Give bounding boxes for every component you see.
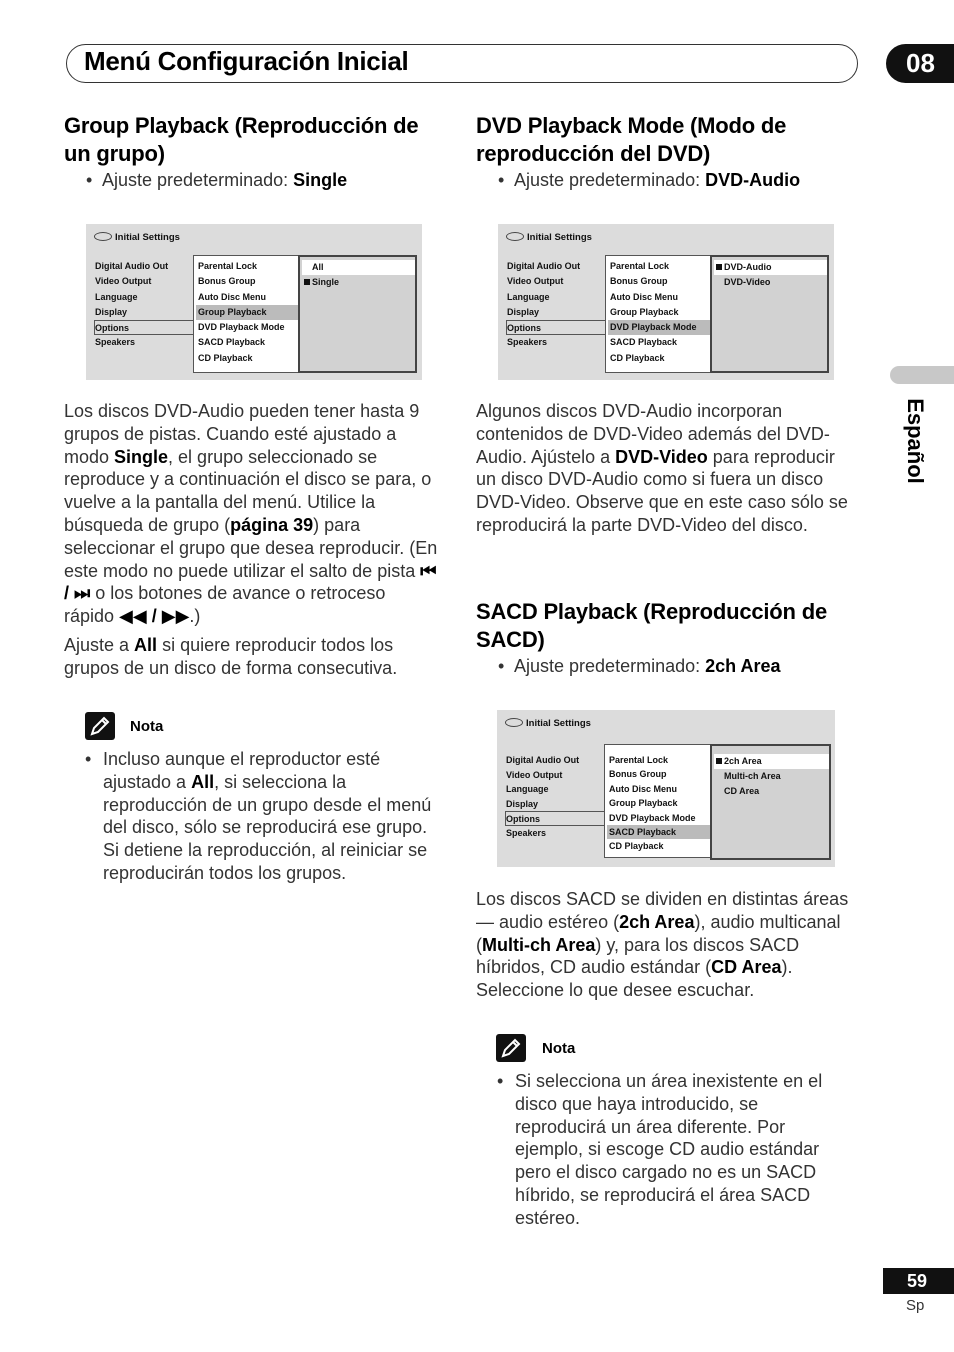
submenu-list: Parental Lock Bonus Group Auto Disc Menu Group Playback DVD Playback Mode SACD Playback CD Playback xyxy=(604,744,714,858)
note-pencil-icon xyxy=(85,712,115,740)
dvd-playback-description: Algunos discos DVD-Audio incorporan contenidos de DVD-Video además del DVD-Audio. Ajústelo a DVD-Video para reproducir un disco DVD-Audio como si fuera un disco DVD-Video. Observe que en este caso sólo se reproducirá la parte DVD-Video del disco. xyxy=(476,401,848,535)
option-list: DVD-Audio DVD-Video xyxy=(710,255,829,373)
screen-title: Initial Settings xyxy=(94,232,180,243)
submenu-list: Parental Lock Bonus Group Auto Disc Menu Group Playback DVD Playback Mode SACD Playback CD Playback xyxy=(605,255,715,373)
screen-title: Initial Settings xyxy=(506,232,592,243)
option-list: All Single xyxy=(298,255,417,373)
sacd-playback-note: • Si selecciona un área inexistente en el disco que haya introducido, se reproducirá un área diferente. Por ejemplo, si escoge CD audio estándar pero el disco cargado no es un SACD híbrido, se reproducirá el área SACD estéreo. xyxy=(497,1071,823,1228)
dvd-playback-title: DVD Playback Mode (Modo de reproducción del DVD) xyxy=(476,113,787,166)
chapter-number: 08 xyxy=(886,44,954,83)
group-playback-screen xyxy=(86,224,422,380)
page-language-code: Sp xyxy=(906,1297,925,1314)
sacd-playback-screen xyxy=(497,710,835,867)
option-list: 2ch Area Multi-ch Area CD Area xyxy=(710,744,831,860)
submenu-list: Parental Lock Bonus Group Auto Disc Menu Group Playback DVD Playback Mode SACD Playback CD Playback xyxy=(193,255,303,373)
screen-title: Initial Settings xyxy=(505,718,591,729)
side-tab-marker xyxy=(890,366,954,384)
disc-icon xyxy=(94,232,112,241)
group-playback-title: Group Playback (Reproducción de un grupo) xyxy=(64,113,419,166)
disc-icon xyxy=(506,232,524,241)
main-menu-list: Digital Audio Out Video Output Language Display Options Speakers xyxy=(505,753,605,840)
dvd-playback-screen xyxy=(498,224,834,380)
page-number: 59 xyxy=(883,1268,954,1294)
main-menu-list: Digital Audio Out Video Output Language Display Options Speakers xyxy=(94,259,198,350)
disc-icon xyxy=(505,718,523,727)
group-playback-default: • Ajuste predeterminado: Single xyxy=(86,170,348,190)
page-title: Menú Configuración Inicial xyxy=(84,46,409,76)
sacd-playback-title: SACD Playback (Reproducción de SACD) xyxy=(476,599,827,652)
group-playback-description: Los discos DVD-Audio pueden tener hasta 9 grupos de pistas. Cuando esté ajustado a modo Single, el grupo seleccionado se reproduce y a continuación el disco se para, o vuelve a la pantalla del menú. Utilice la búsqueda de grupo (página 39) para seleccionar el grupo que desea reproducir. (En este modo no puede utilizar el salto de pista ⏮ / ⏭ o los botones de avance o retroceso rápido ◀◀ / ▶▶.) xyxy=(64,401,438,627)
sacd-playback-default: • Ajuste predeterminado: 2ch Area xyxy=(498,656,781,676)
dvd-playback-default: • Ajuste predeterminado: DVD-Audio xyxy=(498,170,801,190)
note-label: Nota xyxy=(130,718,164,735)
group-playback-note: • Incluso aunque el reproductor esté ajustado a All, si selecciona la reproducción de un grupo desde el menú del disco, sólo se reproducirá ese grupo. Si detiene la reproducción, al reiniciar se reproducirán todos los grupos. xyxy=(85,749,432,883)
note-label: Nota xyxy=(542,1040,576,1057)
group-playback-all-description: Ajuste a All si quiere reproducir todos los grupos de un disco de forma consecutiva. xyxy=(64,635,398,678)
main-menu-list: Digital Audio Out Video Output Language Display Options Speakers xyxy=(506,259,610,350)
note-pencil-icon xyxy=(496,1034,526,1062)
sacd-playback-description: Los discos SACD se dividen en distintas áreas — audio estéreo (2ch Area), audio multicanal (Multi-ch Area) y, para los discos SACD híbridos, CD audio estándar (CD Area). Seleccione lo que desee escuchar. xyxy=(476,889,849,1001)
side-language-label: Español xyxy=(903,398,928,484)
